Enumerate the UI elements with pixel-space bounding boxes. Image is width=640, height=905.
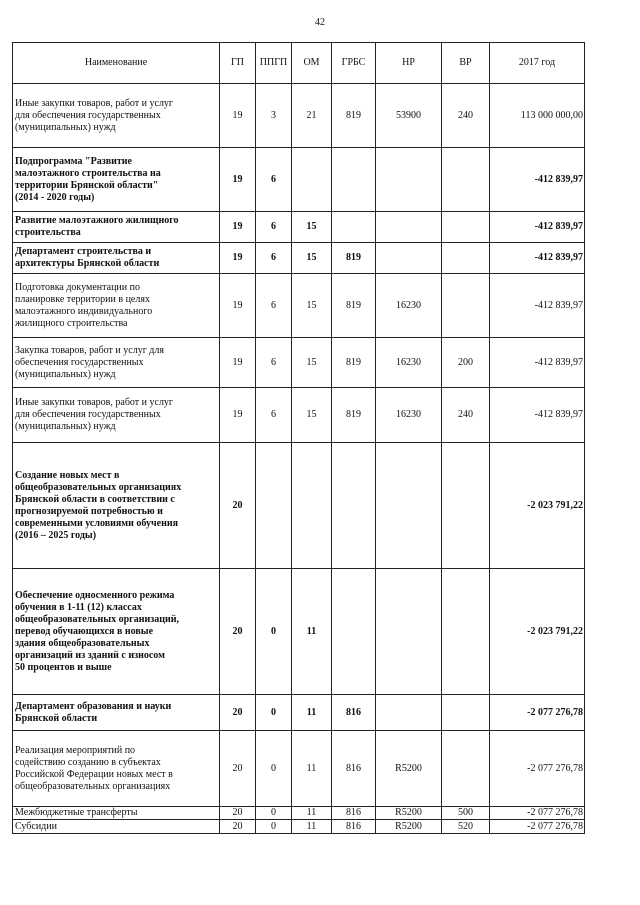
row-vr-cell xyxy=(442,243,490,274)
row-amount-cell: -2 077 276,78 xyxy=(490,695,585,731)
row-name-line: (муниципальных) нужд xyxy=(15,121,116,133)
row-name-line: прогнозируемой потребностью и xyxy=(15,505,163,517)
row-name-line: Департамент образования и науки xyxy=(15,700,172,712)
row-om-cell: 15 xyxy=(292,212,332,243)
row-nr-cell: 16230 xyxy=(376,274,442,338)
row-om-cell: 15 xyxy=(292,338,332,388)
row-name-line: малоэтажного индивидуального xyxy=(15,305,153,317)
table-row xyxy=(13,212,585,243)
row-grbs-cell xyxy=(332,569,376,695)
row-name-cell xyxy=(13,820,220,834)
row-name-line: Субсидии xyxy=(15,820,57,832)
column-header-nr: НР xyxy=(376,43,442,84)
row-nr-cell xyxy=(376,148,442,212)
row-nr-cell xyxy=(376,695,442,731)
row-nr-cell xyxy=(376,443,442,569)
row-name-line: архитектуры Брянской области xyxy=(15,258,160,269)
row-amount-cell: -412 839,97 xyxy=(490,388,585,443)
row-gp-cell: 19 xyxy=(220,212,256,243)
row-name-line: Российской Федерации новых мест в xyxy=(15,768,173,780)
table-header-row xyxy=(13,43,585,84)
row-om-cell: 21 xyxy=(292,84,332,148)
row-grbs-cell: 816 xyxy=(332,807,376,820)
table-row xyxy=(13,338,585,388)
row-nr-cell xyxy=(376,212,442,243)
row-grbs-cell: 819 xyxy=(332,84,376,148)
row-gp-cell: 19 xyxy=(220,148,256,212)
row-name-line: обеспечения государственных xyxy=(15,356,144,368)
row-om-cell xyxy=(292,148,332,212)
row-name-line: (муниципальных) нужд xyxy=(15,368,116,380)
row-name-line: малоэтажного строительства на xyxy=(15,167,161,179)
column-header-gp: ГП xyxy=(220,43,256,84)
table-row xyxy=(13,148,585,212)
row-nr-cell xyxy=(376,569,442,695)
row-om-cell: 11 xyxy=(292,569,332,695)
row-name-line: Департамент строительства и xyxy=(15,246,152,257)
row-ppgp-cell: 6 xyxy=(256,274,292,338)
row-name-cell xyxy=(13,443,220,569)
row-name-cell xyxy=(13,243,220,274)
row-name-cell xyxy=(13,695,220,731)
row-amount-cell: 113 000 000,00 xyxy=(490,84,585,148)
row-name-line: для обеспечения государственных xyxy=(15,109,161,121)
table-row xyxy=(13,388,585,443)
page-number: 42 xyxy=(315,17,325,28)
row-nr-cell: 53900 xyxy=(376,84,442,148)
row-ppgp-cell: 0 xyxy=(256,807,292,820)
row-name-line: здания общеобразовательных xyxy=(15,637,150,649)
table-row xyxy=(13,569,585,695)
row-grbs-cell: 819 xyxy=(332,243,376,274)
row-vr-cell xyxy=(442,695,490,731)
row-name-line: организаций из зданий с износом xyxy=(15,649,165,661)
column-header-om: ОМ xyxy=(292,43,332,84)
row-name-line: перевод обучающихся в новые xyxy=(15,625,154,637)
row-name-cell xyxy=(13,148,220,212)
row-grbs-cell: 819 xyxy=(332,388,376,443)
row-gp-cell: 20 xyxy=(220,731,256,807)
row-ppgp-cell: 6 xyxy=(256,338,292,388)
row-vr-cell: 200 xyxy=(442,338,490,388)
row-name-line: Иные закупки товаров, работ и услуг xyxy=(15,397,174,408)
row-vr-cell: 500 xyxy=(442,807,490,820)
row-name-line: для обеспечения государственных xyxy=(15,409,161,420)
row-name-line: (2016 – 2025 годы) xyxy=(15,529,97,541)
row-name-line: (муниципальных) нужд xyxy=(15,421,116,432)
row-ppgp-cell: 0 xyxy=(256,695,292,731)
row-name-cell xyxy=(13,569,220,695)
row-amount-cell: -412 839,97 xyxy=(490,212,585,243)
row-name-line: Развитие малоэтажного жилищного xyxy=(15,215,179,226)
row-om-cell: 15 xyxy=(292,243,332,274)
row-ppgp-cell: 0 xyxy=(256,569,292,695)
row-name-line: общеобразовательных организациях xyxy=(15,481,182,493)
row-grbs-cell xyxy=(332,212,376,243)
column-header-vr: ВР xyxy=(442,43,490,84)
row-om-cell: 11 xyxy=(292,695,332,731)
row-amount-cell: -2 077 276,78 xyxy=(490,807,585,820)
row-ppgp-cell: 6 xyxy=(256,388,292,443)
table-row xyxy=(13,820,585,834)
row-ppgp-cell: 3 xyxy=(256,84,292,148)
row-vr-cell: 240 xyxy=(442,84,490,148)
row-nr-cell xyxy=(376,243,442,274)
budget-table xyxy=(12,42,585,834)
row-name-line: содействию созданию в субъектах xyxy=(15,756,161,768)
row-om-cell: 15 xyxy=(292,274,332,338)
row-grbs-cell: 816 xyxy=(332,695,376,731)
row-name-line: строительства xyxy=(15,227,81,238)
row-name-line: современными условиями обучения xyxy=(15,517,179,529)
row-name-line: планировке территории в целях xyxy=(15,293,150,305)
row-name-line: Брянской области в соответствии с xyxy=(15,493,175,505)
row-name-cell xyxy=(13,731,220,807)
table-row xyxy=(13,731,585,807)
row-grbs-cell xyxy=(332,443,376,569)
table-row xyxy=(13,84,585,148)
row-name-line: обучения в 1-11 (12) классах xyxy=(15,601,142,613)
row-amount-cell: -412 839,97 xyxy=(490,338,585,388)
row-name-line: Межбюджетные трансферты xyxy=(15,807,138,818)
table-row xyxy=(13,695,585,731)
row-gp-cell: 19 xyxy=(220,243,256,274)
row-name-cell xyxy=(13,274,220,338)
row-name-line: жилищного строительства xyxy=(15,317,128,329)
row-gp-cell: 19 xyxy=(220,388,256,443)
row-name-line: Обеспечение односменного режима xyxy=(15,589,175,601)
row-gp-cell: 20 xyxy=(220,569,256,695)
row-amount-cell: -2 077 276,78 xyxy=(490,820,585,834)
row-vr-cell xyxy=(442,569,490,695)
row-nr-cell: R5200 xyxy=(376,731,442,807)
row-name-cell xyxy=(13,84,220,148)
row-vr-cell xyxy=(442,443,490,569)
row-name-line: Реализация мероприятий по xyxy=(15,744,136,756)
row-name-line: Создание новых мест в xyxy=(15,469,120,481)
row-amount-cell: -412 839,97 xyxy=(490,274,585,338)
row-name-cell xyxy=(13,212,220,243)
row-gp-cell: 19 xyxy=(220,274,256,338)
row-vr-cell xyxy=(442,148,490,212)
column-header-ppgp: ППГП xyxy=(256,43,292,84)
row-gp-cell: 20 xyxy=(220,443,256,569)
row-vr-cell: 520 xyxy=(442,820,490,834)
row-name-line: Подготовка документации по xyxy=(15,281,140,293)
row-nr-cell: 16230 xyxy=(376,338,442,388)
row-ppgp-cell: 0 xyxy=(256,820,292,834)
row-amount-cell: -412 839,97 xyxy=(490,243,585,274)
row-nr-cell: 16230 xyxy=(376,388,442,443)
row-gp-cell: 20 xyxy=(220,695,256,731)
row-vr-cell xyxy=(442,212,490,243)
row-grbs-cell: 819 xyxy=(332,274,376,338)
row-vr-cell xyxy=(442,731,490,807)
row-gp-cell: 19 xyxy=(220,84,256,148)
row-om-cell: 11 xyxy=(292,731,332,807)
row-gp-cell: 19 xyxy=(220,338,256,388)
row-name-line: общеобразовательных организаций, xyxy=(15,613,180,625)
row-om-cell: 11 xyxy=(292,820,332,834)
table-row xyxy=(13,807,585,820)
row-name-cell xyxy=(13,807,220,820)
row-gp-cell: 20 xyxy=(220,807,256,820)
column-header-grbs: ГРБС xyxy=(332,43,376,84)
column-header-name: Наименование xyxy=(13,43,220,84)
row-grbs-cell: 819 xyxy=(332,338,376,388)
column-header-year: 2017 год xyxy=(490,43,585,84)
row-name-line: (2014 - 2020 годы) xyxy=(15,191,95,203)
table-row xyxy=(13,274,585,338)
row-amount-cell: -412 839,97 xyxy=(490,148,585,212)
table-row xyxy=(13,243,585,274)
table-row xyxy=(13,443,585,569)
row-ppgp-cell: 0 xyxy=(256,731,292,807)
row-ppgp-cell: 6 xyxy=(256,243,292,274)
row-vr-cell: 240 xyxy=(442,388,490,443)
row-nr-cell: R5200 xyxy=(376,820,442,834)
row-name-cell xyxy=(13,388,220,443)
row-grbs-cell: 816 xyxy=(332,731,376,807)
row-name-line: территории Брянской области" xyxy=(15,179,159,191)
table-body xyxy=(13,84,585,834)
row-om-cell xyxy=(292,443,332,569)
row-name-line: общеобразовательных организациях xyxy=(15,780,171,792)
row-name-line: Закупка товаров, работ и услуг для xyxy=(15,344,164,356)
row-grbs-cell xyxy=(332,148,376,212)
row-gp-cell: 20 xyxy=(220,820,256,834)
row-name-line: Иные закупки товаров, работ и услуг xyxy=(15,97,174,109)
row-vr-cell xyxy=(442,274,490,338)
row-name-cell xyxy=(13,338,220,388)
row-amount-cell: -2 077 276,78 xyxy=(490,731,585,807)
row-grbs-cell: 816 xyxy=(332,820,376,834)
row-ppgp-cell: 6 xyxy=(256,148,292,212)
row-amount-cell: -2 023 791,22 xyxy=(490,569,585,695)
row-nr-cell: R5200 xyxy=(376,807,442,820)
row-amount-cell: -2 023 791,22 xyxy=(490,443,585,569)
row-name-line: Брянской области xyxy=(15,712,98,724)
row-ppgp-cell: 6 xyxy=(256,212,292,243)
row-ppgp-cell xyxy=(256,443,292,569)
row-om-cell: 15 xyxy=(292,388,332,443)
row-name-line: 50 процентов и выше xyxy=(15,661,112,673)
row-om-cell: 11 xyxy=(292,807,332,820)
row-name-line: Подпрограмма "Развитие xyxy=(15,155,132,167)
